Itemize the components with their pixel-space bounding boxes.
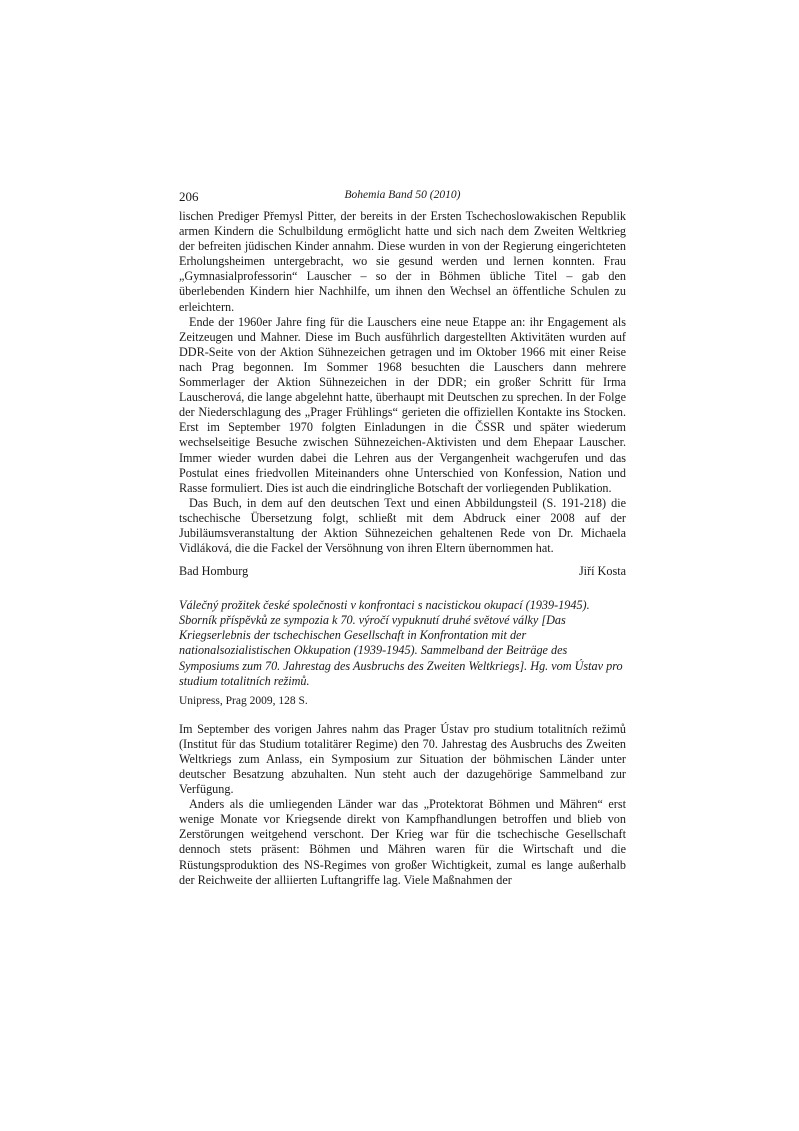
paragraph: Im September des vorigen Jahres nahm das Prager Ústav pro studium totalitních režimů (Institut für das Studium totalitärer Regime) den 70. Jahrestag des Ausbruchs des Zweiten Weltkriegs zum Anlass, ein Symposium zur Situation der böhmischen Länder unter deutscher Besatzung abzuhalten. Nun steht auch der dazugehörige Sammelband zur Verfügung. — [179, 721, 626, 797]
paragraph: lischen Prediger Přemysl Pitter, der bereits in der Ersten Tschechoslowakischen Republik armen Kindern die Schulbildung ermöglicht hatte und sich nach dem Zweiten Weltkrieg der befreiten jüdischen Kinder annahm. Diese wurden in von der Regierung eingerichteten Erholungsheimen untergebracht, wo sie gesund werden und lernen konnten. Frau „Gymnasialprofessorin“ Lauscher – so der in Böhmen übliche Titel – gab den überlebenden Kindern hier Nachhilfe, um ihnen den Wechsel an öffentliche Schulen zu erleichtern. — [179, 209, 626, 314]
paragraph: Ende der 1960er Jahre fing für die Lauschers eine neue Etappe an: ihr Engagement als Zeitzeugen und Mahner. Diese im Buch ausführlich dargestellten Aktivitäten wurden auf DDR-Seite von der Aktion Sühnezeichen getragen und im Oktober 1966 mit einer Reise nach Prag begonnen. Im Sommer 1968 besuchten die Lauschers dann mehrere Sommerlager der Aktion Sühnezeichen in der DDR; ein großer Schritt für Irma Lauscherová, die lange abgelehnt hatte, überhaupt mit Deutschen zu sprechen. In der Folge der Niederschlagung des „Prager Frühlings“ gerieten die offiziellen Kontakte ins Stocken. Erst im September 1970 folgten Einladungen in die ČSSR und später wiederum wechselseitige Besuche zwischen Sühnezeichen-Aktivisten und dem Ehepaar Lauscher. Immer wieder wurden dabei die Lehren aus der Vergangenheit wachgerufen und das Postulat eines friedvollen Miteinanders ohne Unterschied von Konfession, Nation und Rasse formuliert. Dies ist auch die eindringliche Botschaft der vorliegenden Publikation. — [179, 314, 626, 495]
review-continuation — [179, 209, 626, 556]
review-place: Bad Homburg — [179, 564, 249, 579]
review-body — [179, 722, 626, 888]
journal-title: Bohemia Band 50 (2010) — [344, 189, 461, 201]
paragraph: Das Buch, in dem auf den deutschen Text und einen Abbildungsteil (S. 191-218) die tschechische Übersetzung folgt, schließt mit dem Abdruck einer 2008 auf der Jubiläumsveranstaltung der Aktion Sühnezeichen gehaltenen Rede von Dr. Michaela Vidláková, die die Fackel der Versöhnung von ihren Eltern übernommen hat. — [179, 495, 626, 556]
page — [179, 189, 626, 888]
paragraph: Anders als die umliegenden Länder war das „Protektorat Böhmen und Mähren“ erst wenige Monate vor Kriegsende direkt von Kampfhandlungen betroffen und blieb von Zerstörungen weitgehend verschont. Der Krieg war für die tschechische Gesellschaft dennoch stets präsent: Böhmen und Mähren waren für die Wirtschaft und die Rüstungsproduktion des NS-Regimes von großer Wichtigkeit, zumal es lange außerhalb der Reichweite der alliierten Luftangriffe lag. Viele Maßnahmen der — [179, 797, 626, 887]
publisher-info: Unipress, Prag 2009, 128 S. — [179, 694, 308, 707]
review-signature — [179, 564, 626, 579]
reviewer-name: Jiří Kosta — [578, 564, 626, 579]
page-number: 206 — [179, 189, 199, 204]
running-head — [179, 189, 626, 209]
book-title: Válečný prožitek české společnosti v konfrontaci s nacistickou okupací (1939-1945). Sborník příspěvků ze sympozia k 70. výročí vypuknutí druhé světové války [Das Kriegserlebnis der tschechischen Gesellschaft in Konfrontation mit der nationalsozialistischen Okkupation (1939-1945). Sammelband der Beiträge des Symposiums zum 70. Jahrestag des Ausbruchs des Zweiten Weltkriegs]. Hg. vom Ústav pro studium totalitních režimů. — [179, 598, 623, 688]
